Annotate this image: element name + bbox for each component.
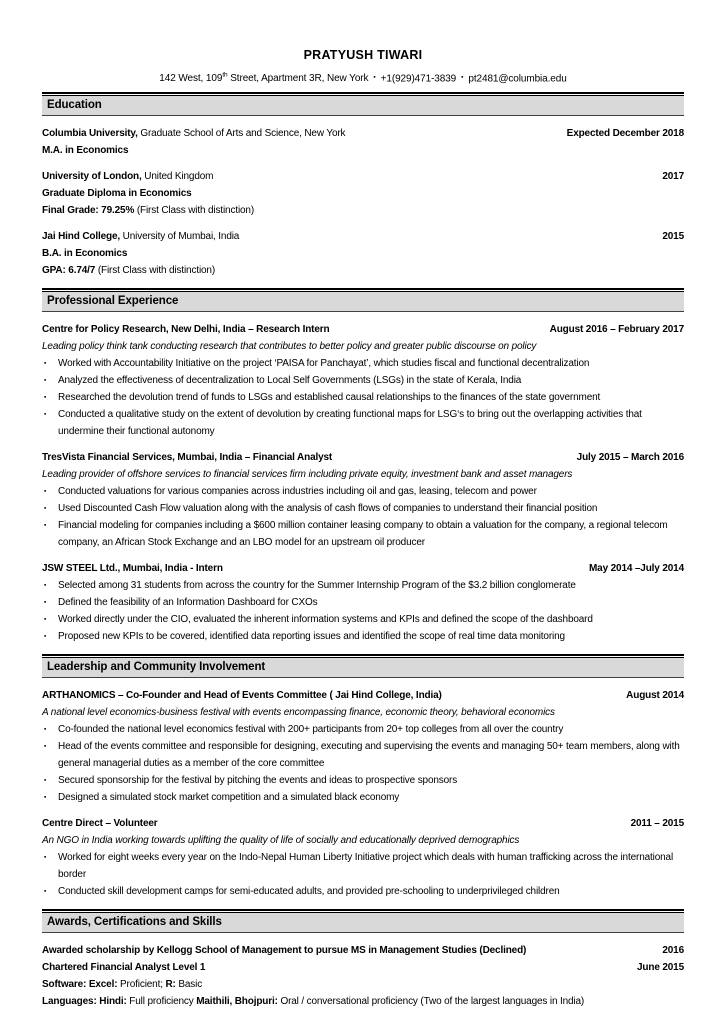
institution-detail: Graduate School of Arts and Science, New York	[137, 128, 346, 140]
section-header-awards	[42, 909, 684, 933]
bullet-icon: ▪	[44, 888, 47, 896]
square-separator-icon: ▪	[373, 74, 376, 82]
award-date: 2016	[662, 945, 684, 957]
section-title: Education	[42, 95, 684, 116]
entry-date: July 2015 – March 2016	[576, 452, 684, 464]
bullet-item: ▪ Worked directly under the CIO, evaluated the inherent information systems and KPIs and defined the scope of the dashboard	[42, 611, 684, 628]
bullet-icon: ▪	[44, 616, 47, 624]
company-role: Centre for Policy Research, New Delhi, India – Research Intern	[42, 324, 330, 336]
section-header-leadership	[42, 654, 684, 678]
institution-name: Columbia University,	[42, 128, 138, 140]
experience-entry	[42, 321, 684, 440]
bullet-list	[42, 721, 684, 806]
entry-date: August 2014	[626, 690, 684, 702]
section-header-experience	[42, 288, 684, 312]
company-role: JSW STEEL Ltd., Mumbai, India - Intern	[42, 563, 223, 575]
bullet-icon: ▪	[44, 488, 47, 496]
bullet-list	[42, 355, 684, 440]
bullet-item: ▪ Financial modeling for companies including a $600 million container leasing company to obtain a valuation for the company, a regional telecom company, an African Stock Exchange and an LBO model for an upstream oil producer	[42, 517, 684, 551]
entry-date: 2017	[662, 171, 684, 183]
award-line: Awarded scholarship by Kellogg School of Management to pursue MS in Management Studies (Declined)	[42, 945, 527, 957]
ordinal-suffix: th	[222, 72, 228, 79]
company-role: TresVista Financial Services, Mumbai, India – Financial Analyst	[42, 452, 333, 464]
leadership-entry	[42, 815, 684, 900]
education-entry	[42, 168, 684, 219]
bullet-item: ▪ Researched the devolution trend of funds to LSGs and established causal relationships to the finances of the state government	[42, 389, 684, 406]
grade-line: Final Grade: 79.25% (First Class with distinction)	[42, 205, 255, 217]
certification-line: Chartered Financial Analyst Level 1	[42, 962, 206, 974]
email-address: pt2481@columbia.edu	[468, 73, 567, 85]
bullet-item: ▪ Selected among 31 students from across the country for the Summer Internship Program of the $3.2 billion conglomerate	[42, 577, 684, 594]
bullet-item: ▪ Head of the events committee and responsible for designing, executing and supervising the events and managing 50+ team members, along with general managerial duties as a member of the core committee	[42, 738, 684, 772]
software-skills-line: Software: Excel: Proficient; R: Basic	[42, 979, 203, 991]
institution-line	[42, 125, 345, 142]
grade-line: GPA: 6.74/7 (First Class with distinction)	[42, 265, 216, 277]
section-header-education	[42, 92, 684, 116]
bullet-icon: ▪	[44, 599, 47, 607]
bullet-list	[42, 577, 684, 645]
bullet-item: ▪ Conducted valuations for various companies across industries including oil and gas, leasing, telecom and power	[42, 483, 684, 500]
organization-role: Centre Direct – Volunteer	[42, 818, 158, 830]
bullet-item: ▪ Co-founded the national level economics festival with 200+ participants from 20+ top colleges from all over the country	[42, 721, 684, 738]
education-entry	[42, 228, 684, 279]
contact-line	[42, 72, 684, 84]
leadership-entry	[42, 687, 684, 806]
bullet-item: ▪ Worked for eight weeks every year on the Indo-Nepal Human Liberty Initiative project which deals with human trafficking across the international border	[42, 849, 684, 883]
bullet-icon: ▪	[44, 743, 47, 751]
institution-detail: University of Mumbai, India	[120, 231, 240, 243]
entry-date: Expected December 2018	[566, 128, 684, 140]
bullet-icon: ▪	[44, 726, 47, 734]
person-name: PRATYUSH TIWARI	[303, 48, 423, 62]
bullet-icon: ▪	[44, 633, 47, 641]
organization-description: An NGO in India working towards uplifting the quality of life of socially and educationally deprived demographics	[42, 835, 520, 847]
certification-date: June 2015	[636, 962, 684, 974]
bullet-list	[42, 849, 684, 900]
institution-line	[42, 228, 239, 245]
institution-name: University of London,	[42, 171, 142, 183]
experience-entry	[42, 560, 684, 645]
square-separator-icon: ▪	[461, 74, 464, 82]
awards-block	[42, 942, 684, 1010]
section-title: Awards, Certifications and Skills	[42, 912, 684, 933]
company-description: Leading policy think tank conducting research that contributes to better policy and greater public discourse on policy	[42, 341, 537, 353]
entry-date: 2011 – 2015	[630, 818, 684, 830]
education-entry	[42, 125, 684, 159]
address-text: 142 West, 109th Street, Apartment 3R, New York	[159, 72, 369, 85]
bullet-list	[42, 483, 684, 551]
bullet-icon: ▪	[44, 360, 47, 368]
entry-date: May 2014 –July 2014	[588, 563, 684, 575]
bullet-icon: ▪	[44, 522, 47, 530]
entry-date: 2015	[662, 231, 684, 243]
degree-line: M.A. in Economics	[42, 145, 129, 157]
institution-line	[42, 168, 213, 185]
bullet-item: ▪ Worked with Accountability Initiative on the project ‘PAISA for Panchayat’, which studies fiscal and functional decentralization	[42, 355, 684, 372]
bullet-item: ▪ Proposed new KPIs to be covered, identified data reporting issues and identified the scope of real time data monitoring	[42, 628, 684, 645]
organization-role: ARTHANOMICS – Co-Founder and Head of Events Committee ( Jai Hind College, India)	[42, 690, 442, 702]
experience-entry	[42, 449, 684, 551]
bullet-icon: ▪	[44, 394, 47, 402]
section-title: Professional Experience	[42, 291, 684, 312]
bullet-item: ▪ Designed a simulated stock market competition and a simulated black economy	[42, 789, 684, 806]
bullet-item: ▪ Secured sponsorship for the festival by pitching the events and ideas to prospective sponsors	[42, 772, 684, 789]
bullet-icon: ▪	[44, 777, 47, 785]
section-title: Leadership and Community Involvement	[42, 657, 684, 678]
phone-number: +1(929)471-3839	[380, 73, 457, 85]
bullet-icon: ▪	[44, 854, 47, 862]
degree-line: B.A. in Economics	[42, 248, 128, 260]
bullet-icon: ▪	[44, 582, 47, 590]
language-skills-line: Languages: Hindi: Full proficiency Maithili, Bhojpuri: Oral / conversational proficiency (Two of the largest languages in India)	[42, 996, 585, 1008]
bullet-item: ▪ Analyzed the effectiveness of decentralization to Local Self Governments (LSGs) in the state of Kerala, India	[42, 372, 684, 389]
bullet-icon: ▪	[44, 794, 47, 802]
institution-name: Jai Hind College,	[42, 231, 121, 243]
organization-description: A national level economics-business festival with events encompassing finance, economic theory, behavioral economics	[42, 707, 555, 719]
bullet-icon: ▪	[44, 377, 47, 385]
bullet-item: ▪ Conducted skill development camps for semi-educated adults, and provided pre-schooling to underprivileged children	[42, 883, 684, 900]
bullet-item: ▪ Used Discounted Cash Flow valuation along with the analysis of cash flows of companies to understand their financial position	[42, 500, 684, 517]
bullet-item: ▪ Conducted a qualitative study on the extent of devolution by creating functional maps for LSG‘s to bring out the overlapping activities that undermine their functional autonomy	[42, 406, 684, 440]
degree-line: Graduate Diploma in Economics	[42, 188, 192, 200]
bullet-icon: ▪	[44, 505, 47, 513]
entry-date: August 2016 – February 2017	[549, 324, 684, 336]
bullet-icon: ▪	[44, 411, 47, 419]
institution-detail: United Kingdom	[141, 171, 214, 183]
bullet-item: ▪ Defined the feasibility of an Information Dashboard for CXOs	[42, 594, 684, 611]
company-description: Leading provider of offshore services to financial services firm including private equity, investment bank and asset managers	[42, 469, 573, 481]
